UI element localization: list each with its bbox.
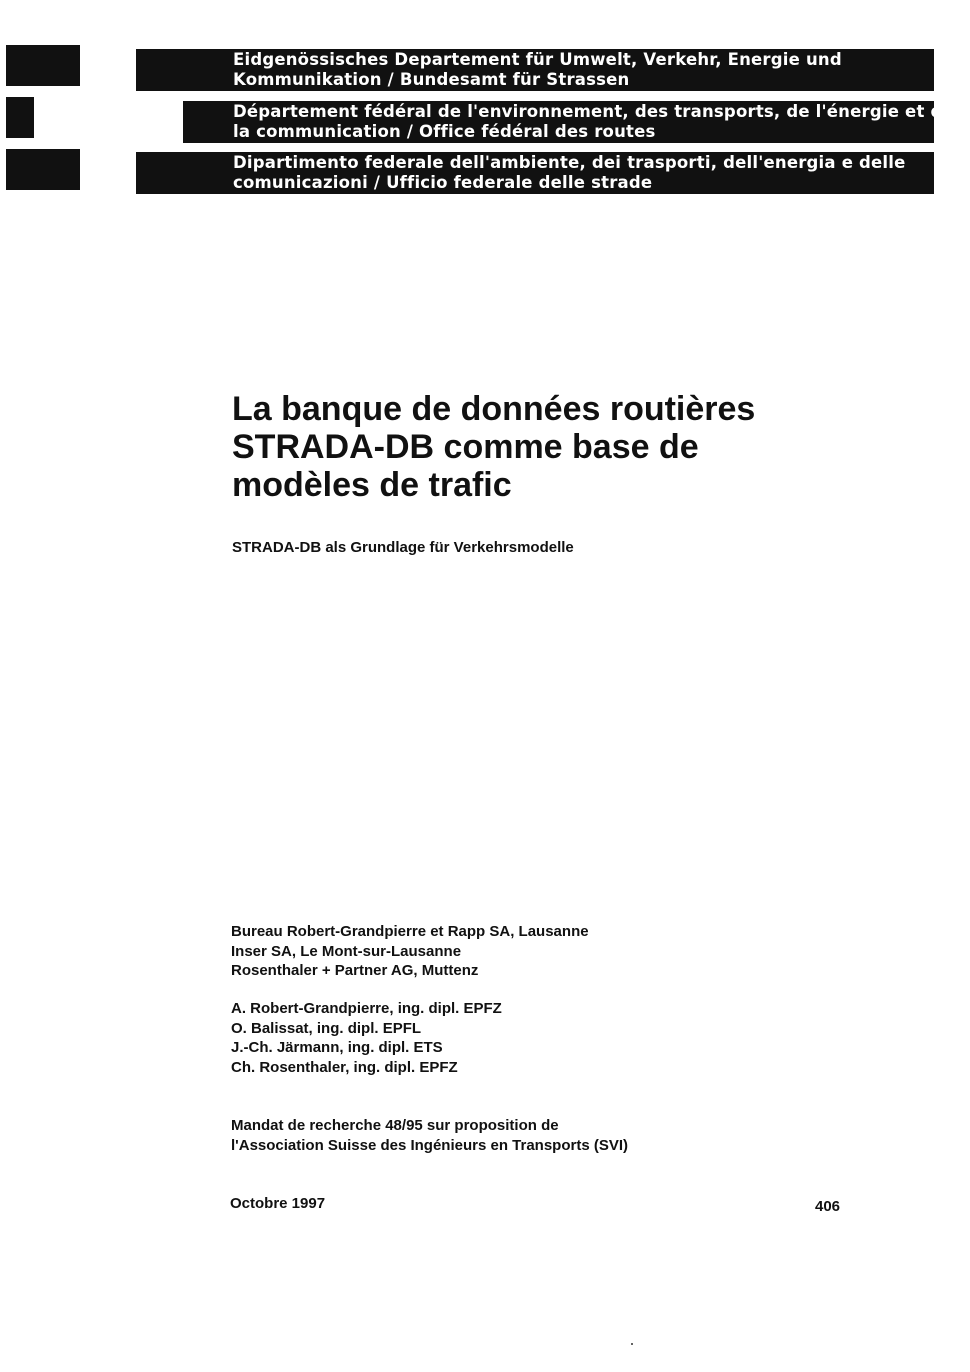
title-line-3: modèles de trafic	[232, 466, 512, 504]
mandate-line-1: Mandat de recherche 48/95 sur proposition de	[231, 1117, 559, 1134]
banner-french-line2: la communication / Office fédéral des routes	[233, 122, 656, 141]
department-banner-french	[183, 101, 954, 143]
author-item: A. Robert-Grandpierre, ing. dipl. EPFZ	[231, 1000, 502, 1017]
publication-date: Octobre 1997	[230, 1195, 326, 1212]
banner-italian-line1: Dipartimento federale dell'ambiente, dei trasporti, dell'energia e delle	[233, 153, 906, 172]
author-item: J.-Ch. Järmann, ing. dipl. ETS	[231, 1039, 443, 1056]
department-banner-italian	[136, 152, 934, 194]
scan-speck	[631, 1343, 633, 1345]
author-item: Ch. Rosenthaler, ing. dipl. EPFZ	[231, 1058, 458, 1076]
banner-german-line2: Kommunikation / Bundesamt für Strassen	[233, 70, 630, 89]
research-mandate	[231, 1116, 628, 1155]
banner-french-line1: Département fédéral de l'environnement, des transports, de l'énergie et de	[233, 102, 954, 121]
department-banner-german	[136, 49, 934, 91]
federal-logo-bar-top	[6, 45, 80, 86]
title-line-1: La banque de données routières	[232, 390, 756, 428]
firm-item: Inser SA, Le Mont-sur-Lausanne	[231, 942, 462, 960]
title-line-2: STRADA-DB comme base de	[232, 428, 699, 466]
banner-german-line1: Eidgenössisches Departement für Umwelt, Verkehr, Energie und	[233, 50, 842, 69]
banner-italian-line2: comunicazioni / Ufficio federale delle strade	[233, 173, 653, 192]
document-subtitle: STRADA-DB als Grundlage für Verkehrsmodelle	[232, 539, 574, 556]
firm-item: Bureau Robert-Grandpierre et Rapp SA, Lausanne	[231, 923, 589, 940]
federal-logo-bar-middle	[6, 97, 34, 138]
document-title	[232, 390, 872, 504]
firms-list	[231, 922, 589, 981]
mandate-line-2: l'Association Suisse des Ingénieurs en Transports (SVI)	[231, 1136, 629, 1154]
author-item: O. Balissat, ing. dipl. EPFL	[231, 1019, 422, 1037]
federal-logo-bar-bottom	[6, 149, 80, 190]
firm-item: Rosenthaler + Partner AG, Muttenz	[231, 962, 479, 979]
report-number: 406	[815, 1198, 841, 1215]
authors-list	[231, 999, 502, 1077]
